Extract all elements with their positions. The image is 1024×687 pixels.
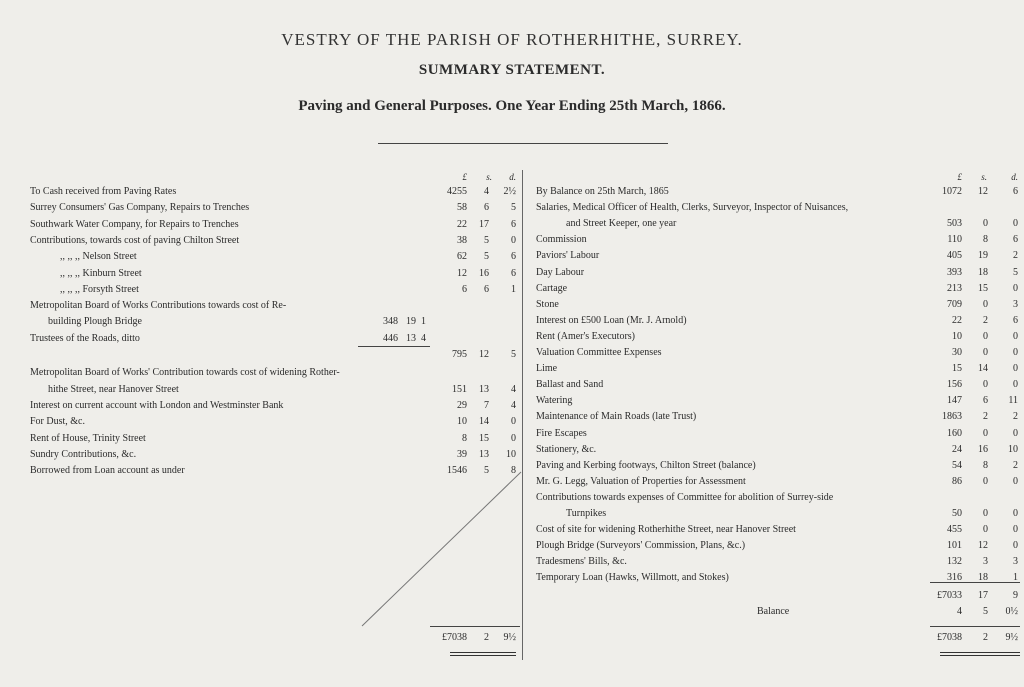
receipt-row-0-shillings: 4 — [484, 186, 489, 197]
receipt2-row-4-pounds: 8 — [462, 433, 467, 444]
payment-row-4-label: Paviors' Labour — [536, 250, 600, 261]
title-rule — [378, 143, 668, 144]
receipts-total-pence: 9½ — [503, 632, 516, 643]
payment-row-15-shillings: 0 — [983, 428, 988, 439]
metro-line2: building Plough Bridge — [48, 316, 142, 327]
payment-row-10-pence: 0 — [1013, 347, 1018, 358]
document-title: VESTRY OF THE PARISH OF ROTHERHITHE, SURREY. — [281, 30, 743, 49]
receipt-row-0-pence: 2½ — [503, 186, 516, 197]
payment-row-21-label: Cost of site for widening Rotherhithe Street, near Hanover Street — [536, 524, 796, 535]
payment-row-13-label: Watering — [536, 395, 573, 406]
payments-total-pounds: £7038 — [937, 632, 962, 643]
payment-row-22-pounds: 101 — [947, 540, 962, 551]
payments-total-rule — [930, 626, 1020, 627]
payment-row-21-pence: 0 — [1013, 524, 1018, 535]
payment-row-15-pounds: 160 — [947, 428, 962, 439]
metro-subtotal-rule — [358, 346, 430, 347]
receipt-row-6-label: ,, ,, ,, Forsyth Street — [60, 284, 139, 295]
receipt2-row-5-pence: 10 — [506, 449, 516, 460]
payment-row-3-pounds: 110 — [947, 234, 962, 245]
document-subtitle: SUMMARY STATEMENT. — [418, 62, 606, 78]
payment-row-9-label: Rent (Amer's Executors) — [536, 331, 635, 342]
receipt-row-0-pounds: 4255 — [447, 186, 467, 197]
payment-row-12-pence: 0 — [1013, 379, 1018, 390]
payment-row-20-label: Turnpikes — [566, 508, 607, 519]
receipt2-row-5-label: Sundry Contributions, &c. — [30, 449, 137, 460]
receipt2-row-3-pounds: 10 — [457, 416, 467, 427]
receipts-double-rule — [450, 652, 516, 656]
payment-row-17-shillings: 8 — [983, 460, 988, 471]
balance-pounds: 4 — [957, 606, 962, 617]
receipt2-row-1-pounds: 151 — [452, 384, 467, 395]
payment-row-7-pence: 3 — [1013, 299, 1018, 310]
payment-row-2-pence: 0 — [1013, 218, 1018, 229]
payment-row-14-label: Maintenance of Main Roads (late Trust) — [536, 411, 697, 422]
payment-row-7-label: Stone — [536, 299, 559, 310]
payment-row-8-shillings: 2 — [983, 315, 988, 326]
payment-row-0-label: By Balance on 25th March, 1865 — [536, 186, 669, 197]
metro-line3-pence: 4 — [421, 333, 426, 344]
payment-row-9-pence: 0 — [1013, 331, 1018, 342]
payment-row-13-pounds: 147 — [947, 395, 962, 406]
payment-row-20-pence: 0 — [1013, 508, 1018, 519]
payment-row-3-shillings: 8 — [983, 234, 988, 245]
payment-row-15-label: Fire Escapes — [536, 428, 587, 439]
receipt-row-6-shillings: 6 — [484, 284, 489, 295]
payment-row-16-shillings: 16 — [978, 444, 988, 455]
receipt-row-2-label: Southwark Water Company, for Repairs to Trenches — [30, 219, 239, 230]
payment-row-5-pounds: 393 — [947, 267, 962, 278]
left-pounds-header: £ — [462, 172, 467, 182]
receipt2-row-3-label: For Dust, &c. — [30, 416, 85, 427]
metro-line3: Trustees of the Roads, ditto — [30, 333, 140, 344]
payment-row-12-pounds: 156 — [947, 379, 962, 390]
payment-row-4-shillings: 19 — [978, 250, 988, 261]
payment-row-11-shillings: 14 — [978, 363, 988, 374]
payment-row-24-label: Temporary Loan (Hawks, Willmott, and Stokes) — [536, 572, 729, 583]
balance-pence: 0½ — [1005, 606, 1018, 617]
receipt2-row-6-pounds: 1546 — [447, 465, 467, 476]
payment-row-7-shillings: 0 — [983, 299, 988, 310]
receipt-row-6-pounds: 6 — [462, 284, 467, 295]
payments-total-pence: 9½ — [1005, 632, 1018, 643]
receipts-total-shillings: 2 — [484, 632, 489, 643]
receipt2-row-0-label: Metropolitan Board of Works' Contribution towards cost of widening Rother- — [30, 367, 340, 378]
payment-row-21-shillings: 0 — [983, 524, 988, 535]
payment-row-4-pounds: 405 — [947, 250, 962, 261]
payment-row-11-pence: 0 — [1013, 363, 1018, 374]
payment-row-20-shillings: 0 — [983, 508, 988, 519]
right-pounds-header: £ — [957, 172, 962, 182]
payment-row-0-shillings: 12 — [978, 186, 988, 197]
payment-row-6-label: Cartage — [536, 283, 568, 294]
left-pence-header: d. — [509, 172, 516, 182]
payment-row-23-pounds: 132 — [947, 556, 962, 567]
payment-row-9-shillings: 0 — [983, 331, 988, 342]
payment-row-2-shillings: 0 — [983, 218, 988, 229]
payment-row-18-label: Mr. G. Legg, Valuation of Properties for Assessment — [536, 476, 746, 487]
payment-row-20-pounds: 50 — [952, 508, 962, 519]
payment-row-3-pence: 6 — [1013, 234, 1018, 245]
payment-row-16-label: Stationery, &c. — [536, 444, 597, 455]
payments-double-rule — [940, 652, 1020, 656]
payment-row-13-shillings: 6 — [983, 395, 988, 406]
payment-row-8-label: Interest on £500 Loan (Mr. J. Arnold) — [536, 315, 687, 326]
document-period: Paving and General Purposes. One Year Ending 25th March, 1866. — [298, 98, 726, 114]
receipt2-row-6-shillings: 5 — [484, 465, 489, 476]
payment-row-24-pounds: 316 — [947, 572, 962, 583]
receipt2-row-1-pence: 4 — [511, 384, 516, 395]
receipt2-row-4-label: Rent of House, Trinity Street — [30, 433, 146, 444]
receipt2-row-2-pounds: 29 — [457, 400, 467, 411]
right-shillings-header: s. — [981, 172, 987, 182]
payment-row-24-pence: 1 — [1013, 572, 1018, 583]
receipt2-row-2-label: Interest on current account with London and Westminster Bank — [30, 400, 284, 411]
payments-subtotal-shillings: 17 — [978, 590, 988, 601]
receipt-row-3-pounds: 38 — [457, 235, 467, 246]
receipt2-row-2-shillings: 7 — [484, 400, 489, 411]
payment-row-14-pounds: 1863 — [942, 411, 962, 422]
payment-row-5-pence: 5 — [1013, 267, 1018, 278]
receipt-row-1-shillings: 6 — [484, 202, 489, 213]
payment-row-4-pence: 2 — [1013, 250, 1018, 261]
receipt-row-4-label: ,, ,, ,, Nelson Street — [60, 251, 137, 262]
receipt2-row-4-shillings: 15 — [479, 433, 489, 444]
receipt2-row-4-pence: 0 — [511, 433, 516, 444]
receipt-row-1-pounds: 58 — [457, 202, 467, 213]
receipt-row-2-shillings: 17 — [479, 219, 489, 230]
metro-line3-pounds: 446 — [383, 333, 398, 344]
receipt-row-3-label: Contributions, towards cost of paving Chilton Street — [30, 235, 240, 246]
payment-row-17-pence: 2 — [1013, 460, 1018, 471]
payment-row-13-pence: 11 — [1008, 395, 1018, 406]
payment-row-23-pence: 3 — [1013, 556, 1018, 567]
payment-row-17-pounds: 54 — [952, 460, 962, 471]
balance-label: Balance — [757, 606, 790, 617]
receipt-row-3-shillings: 5 — [484, 235, 489, 246]
payments-subtotal-rule — [930, 582, 1020, 583]
left-shillings-header: s. — [486, 172, 492, 182]
receipts-total-pounds: £7038 — [442, 632, 467, 643]
payment-row-6-pence: 0 — [1013, 283, 1018, 294]
payment-row-0-pence: 6 — [1013, 186, 1018, 197]
payment-row-12-label: Ballast and Sand — [536, 379, 604, 390]
metro-total-shillings: 12 — [479, 349, 489, 360]
receipt2-row-1-shillings: 13 — [479, 384, 489, 395]
payment-row-16-pounds: 24 — [952, 444, 962, 455]
payment-row-24-shillings: 18 — [978, 572, 988, 583]
payment-row-21-pounds: 455 — [947, 524, 962, 535]
right-pence-header: d. — [1011, 172, 1018, 182]
receipt-row-1-pence: 5 — [511, 202, 516, 213]
payment-row-22-pence: 0 — [1013, 540, 1018, 551]
payment-row-5-shillings: 18 — [978, 267, 988, 278]
payment-row-8-pence: 6 — [1013, 315, 1018, 326]
receipt2-row-2-pence: 4 — [511, 400, 516, 411]
payment-row-9-pounds: 10 — [952, 331, 962, 342]
receipt-row-4-pence: 6 — [511, 251, 516, 262]
payment-row-1-label: Salaries, Medical Officer of Health, Clerks, Surveyor, Inspector of Nuisances, — [536, 202, 849, 213]
receipt-row-5-pence: 6 — [511, 268, 516, 279]
blank-diagonal-line — [360, 470, 522, 628]
payment-row-10-shillings: 0 — [983, 347, 988, 358]
payment-row-2-label: and Street Keeper, one year — [566, 218, 677, 229]
metro-total-pence: 5 — [511, 349, 516, 360]
payment-row-0-pounds: 1072 — [942, 186, 962, 197]
payment-row-18-pounds: 86 — [952, 476, 962, 487]
receipt-row-2-pounds: 22 — [457, 219, 467, 230]
receipt-row-5-pounds: 12 — [457, 268, 467, 279]
receipt2-row-1-label: hithe Street, near Hanover Street — [48, 384, 179, 395]
payment-row-10-pounds: 30 — [952, 347, 962, 358]
payment-row-11-label: Lime — [536, 363, 558, 374]
payment-row-12-shillings: 0 — [983, 379, 988, 390]
payment-row-11-pounds: 15 — [952, 363, 962, 374]
metro-line2-pence: 1 — [421, 316, 426, 327]
metro-line3-shillings: 13 — [406, 333, 416, 344]
payment-row-23-shillings: 3 — [983, 556, 988, 567]
receipt2-row-5-shillings: 13 — [479, 449, 489, 460]
receipt-row-5-label: ,, ,, ,, Kinburn Street — [60, 268, 142, 279]
receipt2-row-5-pounds: 39 — [457, 449, 467, 460]
payment-row-5-label: Day Labour — [536, 267, 585, 278]
payment-row-14-pence: 2 — [1013, 411, 1018, 422]
metro-line2-pounds: 348 — [383, 316, 398, 327]
payment-row-10-label: Valuation Committee Expenses — [536, 347, 662, 358]
metro-line2-shillings: 19 — [406, 316, 416, 327]
payments-subtotal-pounds: £7033 — [937, 590, 962, 601]
payment-row-8-pounds: 22 — [952, 315, 962, 326]
payment-row-18-shillings: 0 — [983, 476, 988, 487]
payment-row-6-shillings: 15 — [978, 283, 988, 294]
receipt-row-3-pence: 0 — [511, 235, 516, 246]
payment-row-22-label: Plough Bridge (Surveyors' Commission, Plans, &c.) — [536, 540, 746, 551]
payment-row-6-pounds: 213 — [947, 283, 962, 294]
payment-row-14-shillings: 2 — [983, 411, 988, 422]
receipt-row-5-shillings: 16 — [479, 268, 489, 279]
receipt-row-1-label: Surrey Consumers' Gas Company, Repairs to Trenches — [30, 202, 250, 213]
payment-row-18-pence: 0 — [1013, 476, 1018, 487]
payment-row-16-pence: 10 — [1008, 444, 1018, 455]
balance-shillings: 5 — [983, 606, 988, 617]
receipt2-row-6-label: Borrowed from Loan account as under — [30, 465, 185, 476]
payment-row-19-label: Contributions towards expenses of Committee for abolition of Surrey-side — [536, 492, 834, 503]
payment-row-7-pounds: 709 — [947, 299, 962, 310]
receipt2-row-6-pence: 8 — [511, 465, 516, 476]
payment-row-22-shillings: 12 — [978, 540, 988, 551]
receipt-row-6-pence: 1 — [511, 284, 516, 295]
receipt-row-4-shillings: 5 — [484, 251, 489, 262]
payments-subtotal-pence: 9 — [1013, 590, 1018, 601]
receipt2-row-3-pence: 0 — [511, 416, 516, 427]
payment-row-2-pounds: 503 — [947, 218, 962, 229]
payment-row-3-label: Commission — [536, 234, 587, 245]
metro-total-pounds: 795 — [452, 349, 467, 360]
payment-row-23-label: Tradesmens' Bills, &c. — [536, 556, 627, 567]
payment-row-17-label: Paving and Kerbing footways, Chilton Street (balance) — [536, 460, 756, 471]
payments-total-shillings: 2 — [983, 632, 988, 643]
receipt-row-2-pence: 6 — [511, 219, 516, 230]
receipt-row-4-pounds: 62 — [457, 251, 467, 262]
metro-line1: Metropolitan Board of Works Contributions towards cost of Re- — [30, 300, 287, 311]
payment-row-15-pence: 0 — [1013, 428, 1018, 439]
column-divider — [522, 170, 523, 660]
receipt2-row-3-shillings: 14 — [479, 416, 489, 427]
receipt-row-0-label: To Cash received from Paving Rates — [30, 186, 177, 197]
